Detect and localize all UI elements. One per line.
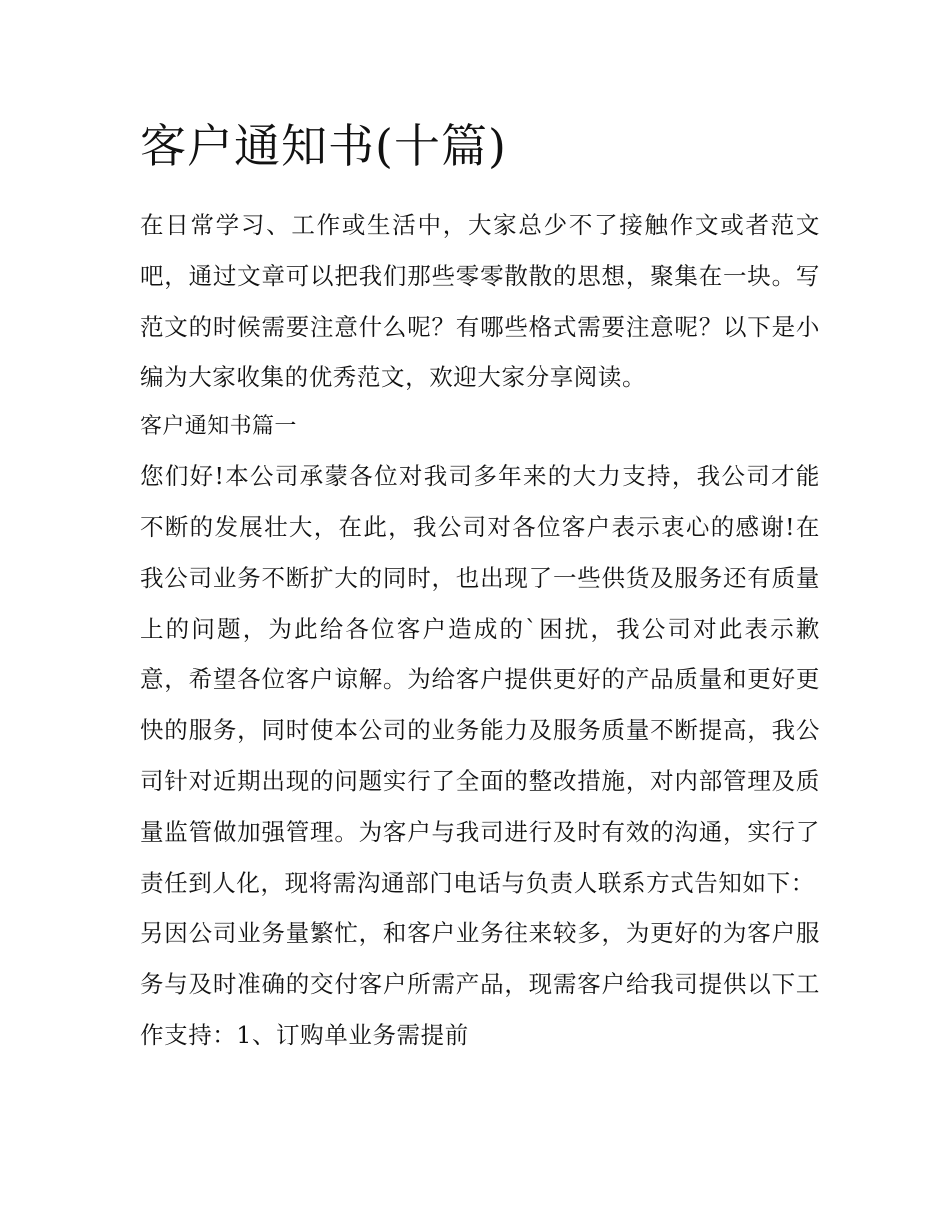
section-heading: 客户通知书篇一 xyxy=(140,414,297,440)
intro-paragraph: 在日常学习、工作或生活中，大家总少不了接触作文或者范文吧，通过文章可以把我们那些零零散散的思想，聚集在一块。写范文的时候需要注意什么呢？有哪些格式需要注意呢？以下是小编为大家收集的优秀范文，欢迎大家分享阅读。 xyxy=(140,211,820,392)
document-body xyxy=(140,200,820,1061)
body-paragraph-2: 另因公司业务量繁忙，和客户业务往来较多，为更好的为客户服务与及时准确的交付客户所需产品，现需客户给我司提供以下工作支持：1、订购单业务需提前 xyxy=(140,919,820,1049)
document-title: 客户通知书(十篇) xyxy=(140,119,507,173)
body-paragraph-1: 您们好!本公司承蒙各位对我司多年来的大力支持，我公司才能不断的发展壮大，在此，我公司对各位客户表示衷心的感谢!在我公司业务不断扩大的同时，也出现了一些供货及服务还有质量上的问题，为此给各位客户造成的`困扰，我公司对此表示歉意，希望各位客户谅解。为给客户提供更好的产品质量和更好更快的服务，同时使本公司的业务能力及服务质量不断提高，我公司针对近期出现的问题实行了全面的整改措施，对内部管理及质量监管做加强管理。为客户与我司进行及时有效的沟通，实行了责任到人化，现将需沟通部门电话与负责人联系方式告知如下： xyxy=(140,462,820,897)
